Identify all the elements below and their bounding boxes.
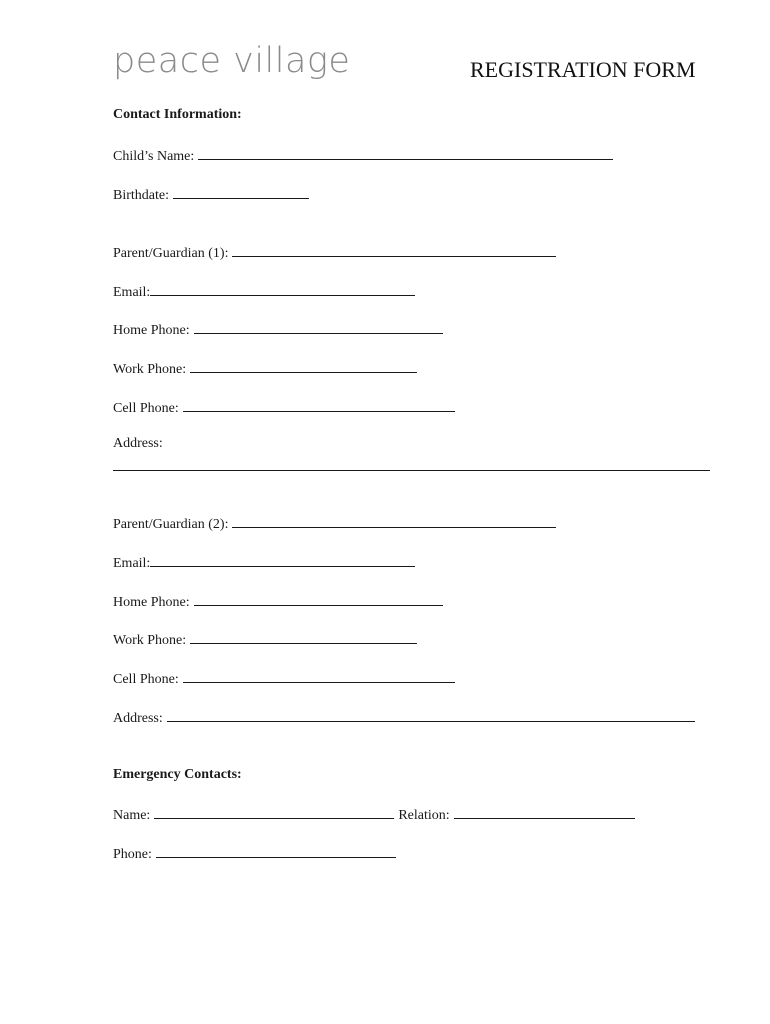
parent2-home-phone-field[interactable]	[194, 593, 443, 606]
parent1-work-phone-field[interactable]	[190, 360, 417, 373]
birthdate-field[interactable]	[173, 186, 309, 199]
parent1-home-phone-field[interactable]	[194, 321, 443, 334]
parent1-home-phone-row	[113, 321, 443, 338]
parent1-email-row	[113, 283, 415, 300]
parent2-address-field[interactable]	[167, 709, 695, 722]
emergency-phone-label: Phone:	[113, 847, 152, 862]
emergency-contacts-heading: Emergency Contacts:	[113, 767, 242, 782]
parent1-address-row	[113, 458, 710, 475]
emergency-phone-row	[113, 845, 396, 862]
parent1-cell-phone-field[interactable]	[183, 399, 455, 412]
parent1-name-field[interactable]	[232, 244, 556, 257]
parent1-cell-phone-label: Cell Phone:	[113, 401, 179, 416]
parent2-work-phone-label: Work Phone:	[113, 633, 187, 648]
parent2-email-field[interactable]	[150, 554, 415, 567]
page-title: REGISTRATION FORM	[470, 57, 696, 82]
logo: peace village	[113, 41, 351, 81]
parent2-name-label: Parent/Guardian (2):	[113, 517, 229, 532]
parent1-name-row	[113, 244, 556, 261]
parent2-email-label: Email:	[113, 556, 151, 571]
child-name-label: Child’s Name:	[113, 149, 195, 164]
parent1-email-label: Email:	[113, 285, 151, 300]
parent2-home-phone-label: Home Phone:	[113, 595, 190, 610]
emergency-phone-field[interactable]	[156, 845, 396, 858]
parent2-name-row	[113, 515, 556, 532]
parent2-cell-phone-row	[113, 670, 455, 687]
parent1-work-phone-label: Work Phone:	[113, 362, 187, 377]
contact-information-heading: Contact Information:	[113, 107, 242, 122]
parent2-address-label: Address:	[113, 711, 163, 726]
parent2-work-phone-row	[113, 631, 417, 648]
parent1-work-phone-row	[113, 360, 417, 377]
birthdate-row	[113, 186, 309, 203]
birthdate-label: Birthdate:	[113, 188, 169, 203]
child-name-field[interactable]	[198, 147, 613, 160]
parent1-address-field[interactable]	[113, 458, 710, 471]
parent1-home-phone-label: Home Phone:	[113, 323, 190, 338]
emergency-relation-field[interactable]	[454, 806, 635, 819]
parent2-work-phone-field[interactable]	[190, 631, 417, 644]
parent1-name-label: Parent/Guardian (1):	[113, 246, 229, 261]
emergency-name-row	[113, 806, 635, 823]
parent1-address-label: Address:	[113, 436, 163, 451]
emergency-name-label: Name:	[113, 808, 151, 823]
parent2-home-phone-row	[113, 593, 443, 610]
child-name-row	[113, 147, 613, 164]
parent2-email-row	[113, 554, 415, 571]
parent2-address-row	[113, 709, 695, 726]
emergency-name-field[interactable]	[154, 806, 394, 819]
parent1-cell-phone-row	[113, 399, 455, 416]
parent2-cell-phone-label: Cell Phone:	[113, 672, 179, 687]
parent2-cell-phone-field[interactable]	[183, 670, 455, 683]
parent1-email-field[interactable]	[150, 283, 415, 296]
parent2-name-field[interactable]	[232, 515, 556, 528]
emergency-relation-label: Relation:	[398, 808, 450, 823]
